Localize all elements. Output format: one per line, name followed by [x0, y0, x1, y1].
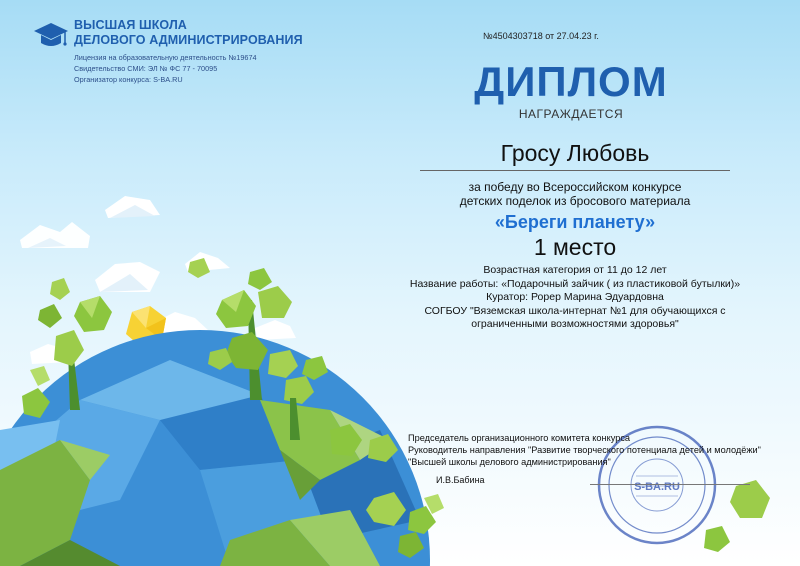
diploma-subtitle: НАГРАЖДАЕТСЯ — [518, 107, 624, 121]
signature-line2: Руководитель направления "Развитие творческого потенциала детей и молодёжи" — [408, 445, 761, 455]
graduation-cap-icon — [32, 21, 70, 51]
recipient-name: Гросу Любовь — [500, 140, 650, 166]
place-award: 1 место — [533, 234, 617, 260]
recipient-underline — [420, 170, 730, 171]
license-text: Лицензия на образовательную деятельность №19674 — [74, 53, 257, 62]
age-category: Возрастная категория от 11 до 12 лет — [483, 264, 667, 276]
award-details — [380, 264, 770, 332]
diploma-title: ДИПЛОМ — [474, 58, 668, 105]
diploma-number: №4504303718 от 27.04.23 г. — [483, 31, 599, 41]
victory-line2: детских поделок из бросового материала — [459, 194, 691, 208]
signer-name: И.В.Бабина — [436, 475, 485, 485]
organization-credentials — [74, 52, 257, 85]
signature-line1: Председатель организационного комитета конкурса — [408, 433, 631, 443]
school-line2: ограниченными возможностями здоровья" — [471, 318, 679, 330]
organization-name-line1: ВЫСШАЯ ШКОЛА — [74, 18, 187, 32]
stamp-text: S-BA.RU — [634, 481, 680, 493]
victory-text — [390, 180, 760, 208]
contest-name: «Береги планету» — [494, 212, 656, 232]
organizer-text: Организатор конкурса: S-BA.RU — [74, 75, 183, 84]
school-line1: СОГБОУ "Вяземская школа-интернат №1 для обучающихся с — [424, 304, 726, 317]
organization-name — [74, 18, 303, 48]
media-cert-text: Свидетельство СМИ: ЭЛ № ФС 77 - 70095 — [74, 64, 218, 73]
work-title: Название работы: «Подарочный зайчик ( из пластиковой бутылки)» — [409, 277, 741, 290]
signature-line — [590, 484, 750, 485]
organization-name-line2: ДЕЛОВОГО АДМИНИСТРИРОВАНИЯ — [74, 33, 303, 47]
curator: Куратор: Рорер Марина Эдуардовна — [486, 291, 664, 303]
victory-line1: за победу во Всероссийском конкурсе — [468, 180, 682, 194]
signature-line3: "Высшей школы делового администрирования" — [408, 457, 611, 467]
signature-block — [408, 432, 761, 468]
